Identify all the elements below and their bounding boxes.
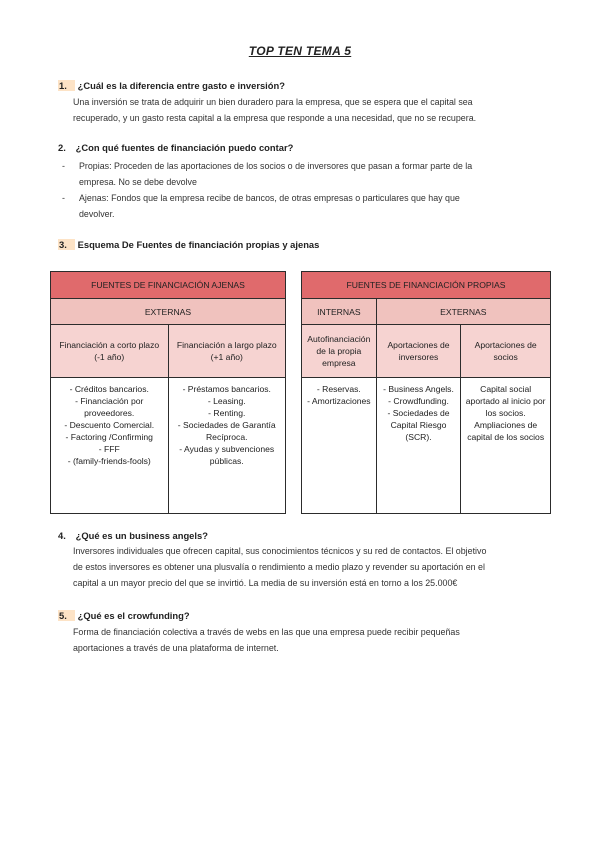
table-header-propias: FUENTES DE FINANCIACIÓN PROPIAS (302, 272, 551, 299)
answer-1-line: Una inversión se trata de adquirir un bien duradero para la empresa, que se espera que el capital sea (73, 97, 473, 107)
question-5-text: ¿Qué es el crowfunding? (77, 610, 190, 621)
cell-corto-plazo-list (51, 378, 169, 514)
cell-autofinanciacion-list (302, 378, 377, 514)
list-item-propias (62, 158, 542, 190)
table-subheader-externas: EXTERNAS (51, 299, 286, 325)
question-2 (58, 142, 293, 153)
list-item: - Renting. (208, 408, 246, 418)
question-1-number: 1. (58, 80, 75, 91)
question-4-text: ¿Qué es un business angels? (75, 530, 208, 541)
answer-4 (73, 543, 543, 591)
table-fuentes-ajenas (50, 271, 286, 514)
list-item: - FFF (98, 444, 120, 454)
answer-5-line: aportaciones a través de una plataforma de internet. (73, 643, 279, 653)
table-subheader-internas: INTERNAS (302, 299, 377, 325)
list-item: - Sociedades de Garantía Recíproca. (177, 420, 276, 442)
list-item: - Financiación por proveedores. (75, 396, 144, 418)
list-dash: - (62, 193, 65, 203)
list-item: - Amortizaciones (307, 396, 371, 406)
column-head-inversores: Aportaciones de inversores (376, 325, 461, 378)
column-head-corto-plazo: Financiación a corto plazo (-1 año) (51, 325, 169, 378)
list-item-ajenas (62, 190, 542, 222)
list-item: - Descuento Comercial. (64, 420, 155, 430)
column-head-socios: Aportaciones de socios (461, 325, 551, 378)
question-4-number: 4. (58, 530, 66, 541)
table-fuentes-propias (301, 271, 551, 514)
question-3-number: 3. (58, 239, 75, 250)
list-item: - Leasing. (207, 396, 246, 406)
answer-1 (73, 94, 543, 126)
list-item: - Reservas. (316, 384, 361, 394)
answer-1-line: recuperado, y un gasto resta capital a la empresa que responde a una necesidad, que no se recupera. (73, 113, 477, 123)
cell-inversores-list (376, 378, 461, 514)
list-item-line: Ajenas: Fondos que la empresa recibe de bancos, de otras empresas o particulares que hay que (79, 193, 460, 203)
list-item: - Créditos bancarios. (69, 384, 149, 394)
list-item: - Ayudas y subvenciones públicas. (179, 444, 275, 466)
question-5-number: 5. (58, 610, 75, 621)
answer-5-line: Forma de financiación colectiva a través de webs en las que una empresa puede recibir pequeñas (73, 627, 460, 637)
question-3 (58, 239, 319, 250)
question-2-number: 2. (58, 142, 66, 153)
question-1-text: ¿Cuál es la diferencia entre gasto e inversión? (77, 80, 285, 91)
answer-4-line: capital a un mayor precio del que se invirtió. La media de su inversión está en torno a los 25.000€ (73, 578, 458, 588)
cell-socios-text: Capital social aportado al inicio por los socios. Ampliaciones de capital de los socios (461, 378, 551, 514)
list-dash: - (62, 161, 65, 171)
question-4 (58, 530, 208, 541)
table-subheader-externas: EXTERNAS (376, 299, 550, 325)
list-item: - (family-friends-fools) (67, 456, 151, 466)
list-item-line: Propias: Proceden de las aportaciones de los socios o de inversores que pasan a formar parte de la (79, 161, 473, 171)
list-item-line: empresa. No se debe devolve (79, 177, 197, 187)
question-5 (58, 610, 190, 621)
question-1 (58, 80, 285, 91)
answer-5 (73, 624, 543, 656)
cell-largo-plazo-list (168, 378, 286, 514)
column-head-largo-plazo: Financiación a largo plazo (+1 año) (168, 325, 286, 378)
answer-4-line: Inversores individuales que ofrecen capital, sus conocimientos técnicos y su red de contactos. El objetivo (73, 546, 487, 556)
list-item: - Sociedades de Capital Riesgo (SCR). (387, 408, 450, 442)
list-item-line: devolver. (79, 209, 115, 219)
list-item: - Factoring /Confirming (65, 432, 153, 442)
table-header-ajenas: FUENTES DE FINANCIACIÓN AJENAS (51, 272, 286, 299)
question-3-text: Esquema De Fuentes de financiación propias y ajenas (77, 239, 320, 250)
answer-4-line: de estos inversores es obtener una plusvalía o rendimiento a medio plazo y revender su aportación en el (73, 562, 485, 572)
question-2-text: ¿Con qué fuentes de financiación puedo contar? (75, 142, 294, 153)
list-item: - Crowdfunding. (388, 396, 449, 406)
list-item: - Préstamos bancarios. (182, 384, 271, 394)
list-item: - Business Angels. (383, 384, 454, 394)
page-title: TOP TEN TEMA 5 (248, 44, 352, 58)
column-head-autofinanciacion: Autofinanciación de la propia empresa (302, 325, 377, 378)
